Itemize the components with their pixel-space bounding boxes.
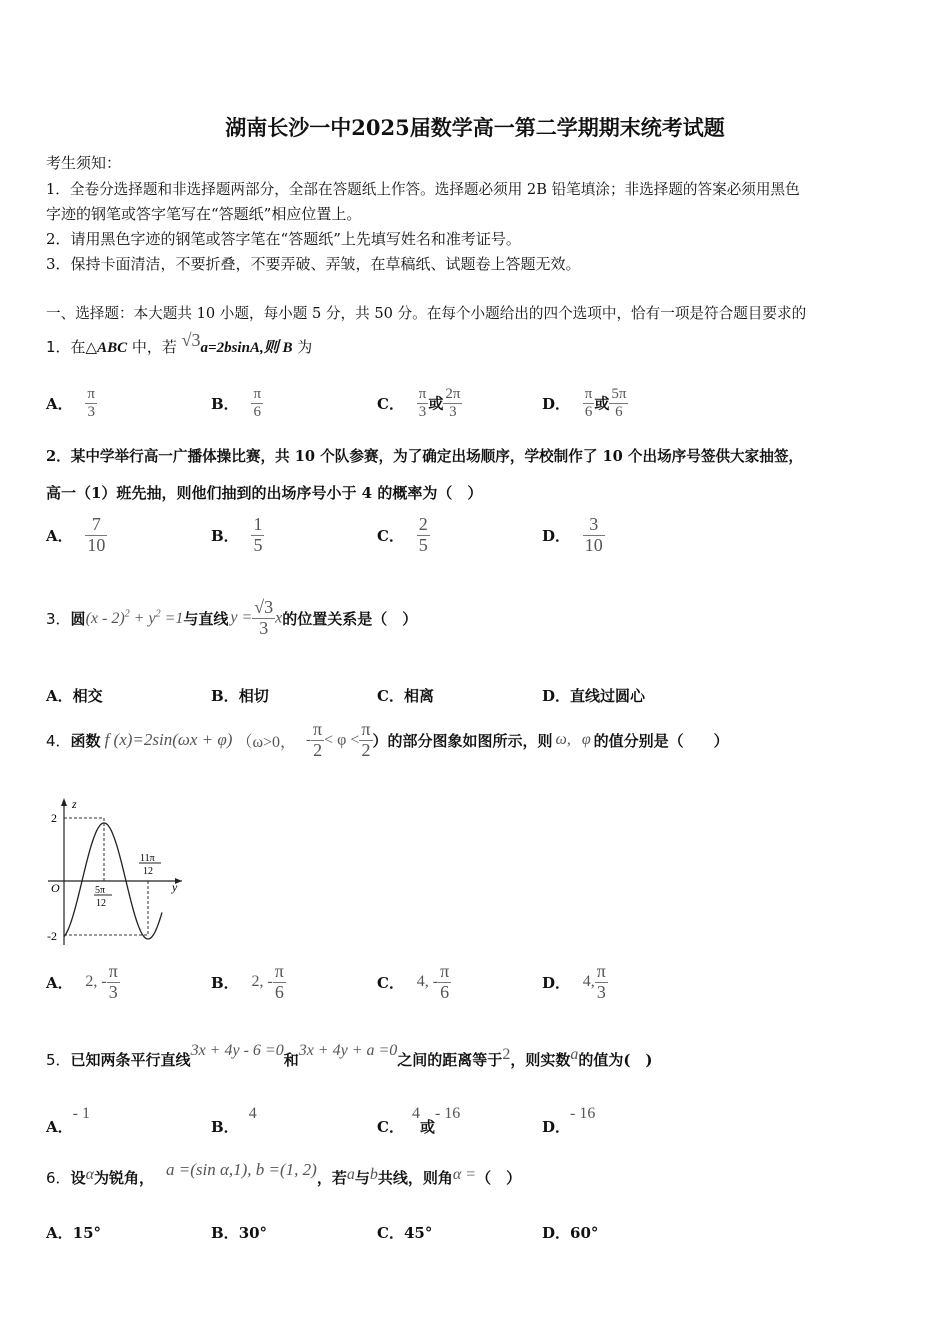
q6-text: 共线，则角 [377, 1169, 453, 1187]
q1-angle: B [282, 340, 293, 356]
notice-line3: 3．保持卡面清洁，不要折叠，不要弄破、弄皱，在草稿纸、试题卷上答题无效。 [46, 255, 581, 273]
option-label: B． [211, 687, 239, 705]
q3-option-c[interactable] [377, 685, 434, 706]
q5-option-b[interactable] [211, 1104, 257, 1137]
question-1 [46, 330, 312, 357]
option-prefix: 4, - [416, 973, 439, 991]
q6-vector-b: b [369, 1166, 378, 1183]
option-prefix: 2, - [85, 973, 107, 991]
frac-num: 2π [445, 386, 461, 402]
question-3 [46, 598, 417, 639]
option-label: B． [211, 1224, 239, 1242]
option-label: D． [542, 1224, 571, 1242]
q6-option-c[interactable] [377, 1222, 432, 1243]
q6-text: ，若 [316, 1169, 347, 1187]
y-axis-arrow [61, 798, 67, 806]
ymin-label: -2 [47, 929, 57, 943]
q5-line1: 3x + 4y - 6 =0 [190, 1042, 284, 1059]
q2-option-b[interactable] [211, 515, 264, 556]
option-label: A． [46, 394, 73, 413]
q5-option-c[interactable] [377, 1104, 460, 1137]
q3-option-d[interactable] [542, 685, 645, 706]
q5-text: 之间的距离等于 [397, 1051, 503, 1069]
q6-option-a[interactable] [46, 1222, 101, 1243]
notice-line2: 2．请用黑色字迹的钢笔或答字笔在“答题纸”上先填写姓名和准考证号。 [46, 230, 521, 248]
frac-den: 6 [583, 403, 595, 421]
vertical-axis-label: z [72, 797, 77, 811]
option-label: D． [542, 973, 571, 992]
option-text: 30° [238, 1224, 268, 1242]
q5-text: 和 [283, 1051, 299, 1069]
frac-den: 5 [418, 534, 428, 555]
option-text: 相离 [403, 687, 434, 705]
q1-option-d[interactable] [542, 386, 628, 420]
option-label: C． [377, 973, 404, 992]
question-2-line2: 高一（1）班先抽，则他们抽到的出场序号小于 4 的概率为（ ） [46, 484, 483, 502]
q3-exponent: 2 [124, 608, 130, 620]
option-label: C． [377, 526, 404, 545]
frac-den: 6 [273, 982, 286, 1003]
q5-distance: 2 [502, 1046, 511, 1063]
frac-den: 3 [107, 982, 120, 1003]
option-text: 直线过圆心 [570, 687, 646, 705]
q3-circle-expr [86, 610, 184, 627]
question-number: 4． [46, 731, 71, 750]
tick1-numerator: 5π [95, 885, 106, 896]
option-label: B． [211, 526, 239, 545]
frac-den: 3 [443, 403, 462, 421]
frac-num: π [253, 386, 262, 402]
option-label: A． [46, 526, 73, 545]
q6-alpha-eq: α = [452, 1166, 477, 1183]
question-2-line1: 2．某中学举行高一广播体操比赛，共 10 个队参赛，为了确定出场顺序，学校制作了 10 个出场序号签供大家抽签， [46, 448, 804, 465]
q3-expr-part: =1 [160, 609, 184, 627]
option-label: D． [542, 687, 571, 705]
q4-function: f (x)=2sin(ωx + φ) [104, 730, 233, 750]
question-number: 6． [46, 1169, 71, 1187]
frac-den: 6 [251, 403, 263, 421]
question-6 [46, 1160, 521, 1194]
option-label: C． [377, 1224, 404, 1242]
option-value: 4 [411, 1105, 420, 1122]
frac-num: π [361, 719, 371, 739]
q5-text: 的值为( ) [578, 1051, 653, 1069]
frac-den: 2 [359, 740, 372, 761]
option-text: 60° [570, 1224, 599, 1242]
option-text: 相交 [72, 687, 103, 705]
frac-den: 10 [87, 534, 106, 555]
or-text: 或 [594, 394, 610, 413]
question-5 [46, 1042, 653, 1076]
option-label: A． [46, 1224, 73, 1242]
q4-ineq: < φ < [324, 731, 360, 749]
q4-option-b[interactable] [211, 962, 286, 1003]
notice-heading: 考生须知： [46, 154, 122, 172]
q3-expr-part: + y [129, 609, 156, 627]
frac-den: 10 [584, 534, 603, 555]
q4-neg-sign: - [306, 731, 312, 748]
frac-num: 5π [611, 386, 627, 402]
frac-num: π [108, 961, 118, 981]
q1-text: 为 [292, 338, 313, 356]
question-number: 5． [46, 1051, 71, 1069]
ymax-label: 2 [51, 811, 57, 825]
option-prefix: 4, [582, 973, 595, 991]
q3-text: 圆 [70, 609, 86, 628]
q5-line2: 3x + 4y + a =0 [298, 1042, 398, 1059]
option-value: - 1 [72, 1105, 90, 1122]
q1-option-a[interactable] [46, 386, 97, 420]
frac-den: 6 [609, 403, 628, 421]
q4-text: 函数 [70, 731, 101, 750]
notice-line1a: 1．全卷分选择题和非选择题两部分，全部在答题纸上作答。选择题必须用 2B 铅笔填涂；非选择题的答案必须用黑色 [46, 181, 800, 198]
frac-num: π [87, 386, 95, 402]
question-4 [46, 720, 729, 761]
q4-phi: φ [581, 731, 591, 749]
q3-expr-part: (x - 2) [85, 609, 125, 627]
frac-num: π [418, 386, 427, 402]
option-value: - 16 [570, 1105, 596, 1122]
option-label: C． [377, 687, 404, 705]
q4-option-c[interactable] [377, 962, 451, 1003]
q5-variable: a [570, 1046, 579, 1063]
frac-num: 3 [589, 514, 599, 534]
option-label: B． [211, 1118, 239, 1136]
q5-option-d[interactable] [542, 1104, 595, 1137]
page-title: 湖南长沙一中2025届数学高一第二学期期末统考试题 [225, 115, 725, 140]
q5-option-a[interactable] [46, 1104, 90, 1137]
origin-label: O [51, 881, 60, 895]
option-label: A． [46, 973, 73, 992]
q2-option-d[interactable] [542, 515, 605, 556]
q1-text: 中，若 [127, 338, 182, 356]
q4-option-a[interactable] [46, 962, 120, 1003]
q6-vector-a: a [346, 1166, 355, 1183]
tick2-numerator: 11π [140, 853, 155, 864]
q1-option-c[interactable] [377, 386, 462, 420]
frac-num: π [584, 386, 593, 402]
frac-num: π [596, 961, 606, 981]
option-text: 相切 [238, 687, 269, 705]
q3-line-x: x [275, 609, 283, 627]
q6-text: 为锐角， [93, 1169, 154, 1187]
option-value: 4 [248, 1105, 257, 1122]
q6-option-d[interactable] [542, 1222, 598, 1243]
option-text: 45° [403, 1224, 433, 1242]
q4-text: ）的部分图象如图所示，则 [372, 731, 553, 750]
q1-triangle-name: ABC [97, 340, 128, 356]
option-text: 15° [72, 1224, 102, 1242]
q3-text: 与直线 [183, 609, 229, 628]
frac-num: π [274, 961, 284, 981]
q6-text: （ ） [476, 1169, 522, 1187]
frac-num: √3 [254, 597, 274, 617]
option-label: D． [542, 526, 571, 545]
frac-den: 2 [311, 740, 324, 761]
q5-text: 已知两条平行直线 [70, 1051, 191, 1069]
frac-num: 1 [253, 514, 263, 534]
horizontal-axis-label: y [172, 880, 178, 894]
q6-option-b[interactable] [211, 1222, 267, 1243]
q6-alpha: α [85, 1166, 94, 1183]
q3-exponent: 2 [155, 608, 161, 620]
frac-den: 6 [438, 982, 451, 1003]
option-label: B． [211, 973, 239, 992]
or-text: 或 [428, 394, 444, 413]
q1-option-b[interactable] [211, 386, 263, 420]
frac-den: 3 [417, 403, 429, 421]
section-heading: 一、选择题：本大题共 10 小题，每小题 5 分，共 50 分。在每个小题给出的四个选项中，恰有一项是符合题目要求的 [46, 305, 807, 322]
q3-line-y: y = [230, 609, 253, 627]
frac-den: 5 [253, 534, 263, 555]
tick2-denominator: 12 [143, 866, 153, 877]
q5-text: ，则实数 [510, 1051, 571, 1069]
option-label: D． [542, 1118, 571, 1136]
q2-option-c[interactable] [377, 515, 430, 556]
q1-equation: a=2bsinA,则 [200, 340, 283, 356]
q1-text: 在△ [70, 338, 98, 356]
q4-condition: （ω>0， [236, 733, 297, 751]
q3-text: 的位置关系是（ ） [282, 609, 418, 628]
frac-den: 3 [252, 618, 275, 639]
option-value: - 16 [434, 1105, 461, 1122]
frac-num: 2 [418, 514, 428, 534]
q3-option-b[interactable] [211, 685, 269, 706]
option-label: A． [46, 1118, 73, 1136]
option-prefix: 2, - [251, 973, 273, 991]
option-label: C． [377, 1118, 404, 1136]
q4-omega: ω, [555, 731, 571, 749]
frac-num: π [313, 719, 323, 739]
question-number: 1． [46, 338, 71, 356]
q1-sqrt: √3 [181, 330, 201, 350]
option-label: A． [46, 687, 73, 705]
q4-option-d[interactable] [542, 962, 608, 1003]
option-label: C． [377, 394, 404, 413]
tick1-denominator: 12 [96, 898, 106, 909]
q6-vectors: a =(sin α,1), b =(1, 2) [165, 1160, 317, 1179]
q6-text: 设 [70, 1169, 86, 1187]
frac-den: 3 [85, 403, 97, 421]
q3-option-a[interactable] [46, 685, 103, 706]
q2-option-a[interactable] [46, 515, 107, 556]
frac-num: 7 [91, 514, 101, 534]
sine-graph [44, 795, 189, 950]
question-number: 3． [46, 609, 71, 628]
option-label: D． [542, 394, 571, 413]
q6-text: 与 [354, 1169, 370, 1187]
notice-line1b: 字迹的钢笔或答字笔写在“答题纸”相应位置上。 [46, 205, 362, 223]
option-label: B． [211, 394, 239, 413]
frac-den: 3 [595, 982, 608, 1003]
q4-text: 的值分别是（ ） [593, 731, 729, 750]
or-text: 或 [419, 1118, 435, 1136]
frac-num: π [440, 961, 450, 981]
